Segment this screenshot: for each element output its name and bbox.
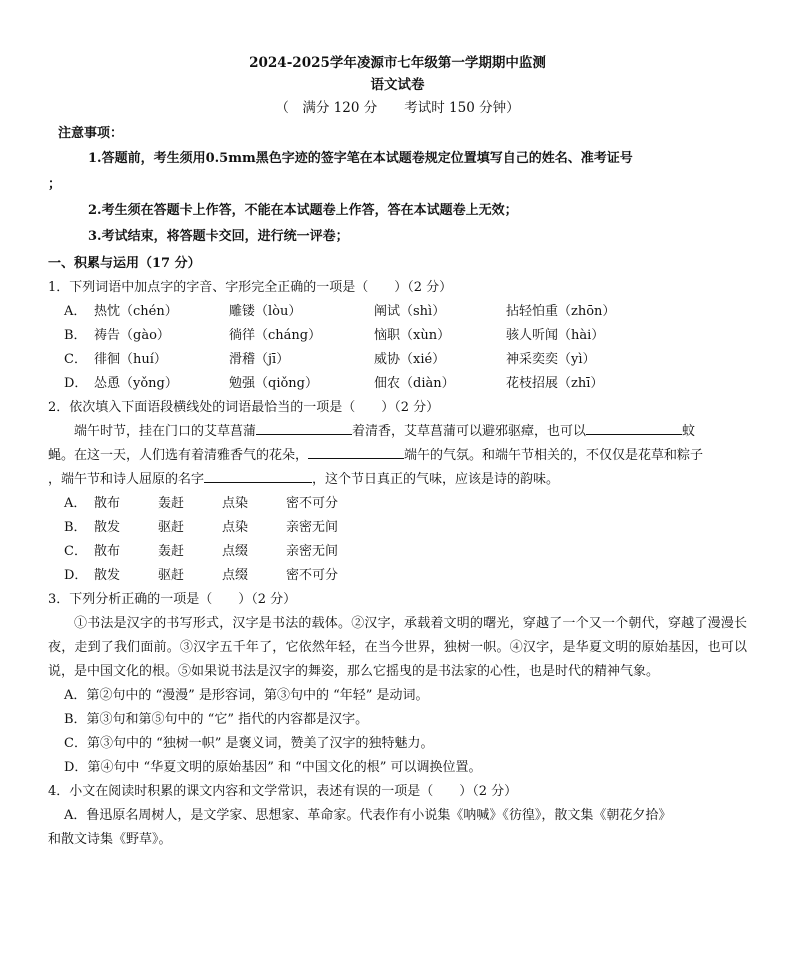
option-word: 勉强（qiǒng） (229, 376, 319, 391)
option-label: D． (64, 376, 88, 391)
option-word: 徜徉（cháng） (229, 328, 322, 343)
option-word: 轰赶 (158, 496, 185, 511)
passage-text: 端午的气氛。和端午节相关的，不仅仅是花草和粽子 (404, 448, 704, 463)
option-word: 拈轻怕重（zhōn） (506, 304, 616, 319)
option-word: 花枝招展（zhī） (506, 376, 604, 391)
notice-item-1-cont: ； (48, 177, 62, 192)
q3-option-b: B．第③句和第⑤句中的 “它” 指代的内容都是汉字。 (64, 712, 369, 727)
option-word: 佃农（diàn） (374, 376, 455, 391)
q3-option-c: C．第③句中的 “独树一帜” 是褒义词，赞美了汉字的独特魅力。 (64, 736, 434, 751)
option-word: 点缀 (222, 544, 249, 559)
q2-option-c (48, 540, 747, 564)
question-4-stem: 4．小文在阅读时积累的课文内容和文学常识，表述有误的一项是（ ）（2 分） (48, 784, 518, 799)
q4-option-a: A．鲁迅原名周树人，是文学家、思想家、革命家。代表作有小说集《呐喊》《彷徨》，散文集《朝花夕拾》 (64, 808, 672, 823)
q2-option-d (48, 564, 747, 588)
option-word: 雕镂（lòu） (229, 304, 302, 319)
option-word: 点缀 (222, 568, 249, 583)
passage-text: ，这个节日真正的气味，应该是诗的韵味。 (312, 472, 560, 487)
exam-subtitle: 语文试卷 (370, 77, 425, 93)
fill-blank (256, 420, 352, 435)
option-label: A． (64, 496, 87, 511)
option-word: 神采奕奕（yì） (506, 352, 596, 367)
option-label: C． (64, 544, 87, 559)
option-label: B． (64, 520, 87, 535)
q2-option-b (48, 516, 747, 540)
notice-item-2: 2.考生须在答题卡上作答，不能在本试题卷上作答，答在本试题卷上无效； (88, 203, 518, 218)
q1-option-c (48, 348, 747, 372)
q3-passage: ①书法是汉字的书写形式，汉字是书法的载体。②汉字，承载着文明的曙光，穿越了一个又一个朝代，穿越了漫漫长夜，走到了我们面前。③汉字五千年了，它依然年轻，在当今世界，独树一帜。④汉字，是华夏文明的原始基因，也可以说，是中国文化的根。⑤如果说书法是汉字的舞姿，那么它摇曳的是书法家的心性，也是时代的精神气象。 (48, 616, 747, 679)
option-word: 阐试（shì） (374, 304, 446, 319)
q1-option-a (48, 300, 747, 324)
q3-option-d: D．第④句中 “华夏文明的原始基因” 和 “中国文化的根” 可以调换位置。 (64, 760, 482, 775)
option-word: 驱赶 (158, 520, 185, 535)
option-label: C． (64, 352, 87, 367)
option-word: 亲密无间 (286, 520, 339, 535)
fill-blank (204, 468, 312, 483)
q1-option-b (48, 324, 747, 348)
option-word: 散布 (94, 496, 121, 511)
fill-blank (308, 444, 404, 459)
question-3-stem: 3．下列分析正确的一项是（ ）（2 分） (48, 592, 297, 607)
exam-meta: （ 满分 120 分 考试时 150 分钟） (275, 100, 520, 116)
question-1-stem: 1．下列词语中加点字的字音、字形完全正确的一项是（ ）（2 分） (48, 280, 453, 295)
option-word: 密不可分 (286, 496, 339, 511)
option-label: B． (64, 328, 87, 343)
option-word: 散发 (94, 568, 121, 583)
option-word: 点染 (222, 520, 249, 535)
option-word: 散发 (94, 520, 121, 535)
q1-option-d (48, 372, 747, 396)
fill-blank (586, 420, 682, 435)
option-word: 点染 (222, 496, 249, 511)
option-word: 威协（xié） (374, 352, 446, 367)
notice-item-3: 3.考试结束，将答题卡交回，进行统一评卷； (88, 229, 349, 244)
q2-passage-line-1 (48, 420, 747, 444)
option-word: 祷告（gào） (94, 328, 170, 343)
option-word: 亲密无间 (286, 544, 339, 559)
q4-option-a-cont: 和散文诗集《野草》。 (48, 832, 172, 847)
option-word: 滑稽（jī） (229, 352, 290, 367)
passage-text: 端午时节，挂在门口的艾草菖蒲 (74, 424, 257, 439)
question-2-stem: 2．依次填入下面语段横线处的词语最恰当的一项是（ ）（2 分） (48, 400, 440, 415)
option-word: 骇人听闻（hài） (506, 328, 605, 343)
notice-item-1: 1.答题前，考生须用0.5mm黑色字迹的签字笔在本试题卷规定位置填写自己的姓名、准考证号 (88, 151, 633, 166)
exam-title: 2024-2025学年凌源市七年级第一学期期中监测 (249, 55, 546, 71)
option-word: 热忱（chén） (94, 304, 178, 319)
q2-passage-line-2 (48, 444, 747, 468)
passage-text: 蝇。在这一天，人们选有着清雅香气的花朵， (48, 448, 309, 463)
option-label: D． (64, 568, 88, 583)
option-word: 徘徊（huí） (94, 352, 167, 367)
q3-option-a: A．第②句中的 “漫漫” 是形容词，第③句中的 “年轻” 是动词。 (64, 688, 429, 703)
q2-option-a (48, 492, 747, 516)
option-word: 轰赶 (158, 544, 185, 559)
passage-text: 着清香，艾草菖蒲可以避邪驱瘴，也可以 (352, 424, 587, 439)
q2-passage-line-3 (48, 468, 747, 492)
passage-text: ，端午节和诗人屈原的名字 (48, 472, 205, 487)
option-word: 怂恿（yǒng） (94, 376, 178, 391)
passage-text: 蚊 (682, 424, 696, 439)
option-word: 驱赶 (158, 568, 185, 583)
option-word: 恼职（xùn） (374, 328, 451, 343)
notice-heading: 注意事项： (58, 126, 124, 141)
section-title: 一、积累与运用（17 分） (48, 256, 201, 271)
option-word: 散布 (94, 544, 121, 559)
option-label: A． (64, 304, 87, 319)
option-word: 密不可分 (286, 568, 339, 583)
